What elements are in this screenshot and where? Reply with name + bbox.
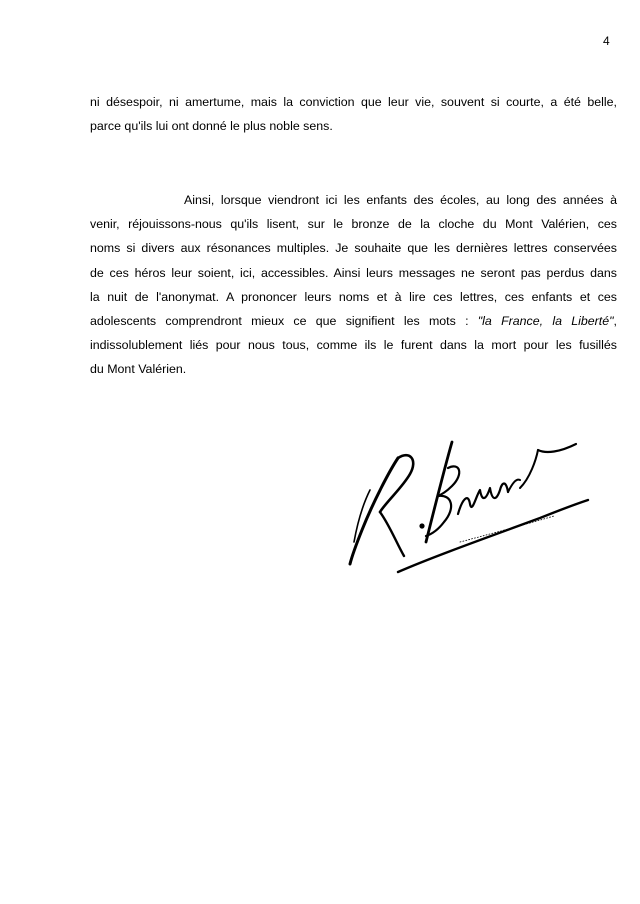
line-text: adolescents comprendront mieux ce que signifient les mots : <box>90 314 469 329</box>
paragraph-line: Ainsi, lorsque viendront ici les enfants des écoles, au long des années à <box>184 193 617 207</box>
paragraph-line: du Mont Valérien. <box>90 362 187 377</box>
paragraph-line: venir, réjouissons-nous qu'ils lisent, sur le bronze de la cloche du Mont Valérien, ces <box>90 217 617 232</box>
paragraph-1 <box>90 90 617 138</box>
quoted-phrase: "la France, la Liberté" <box>477 314 614 329</box>
paragraph-line: ni désespoir, ni amertume, mais la conviction que leur vie, souvent si courte, a été belle, <box>90 95 617 109</box>
signature <box>340 430 600 580</box>
paragraph-line: la nuit de l'anonymat. A prononcer leurs noms et à lire ces lettres, ces enfants et ces <box>90 289 617 304</box>
paragraph-2 <box>90 188 617 382</box>
paragraph-line: parce qu'ils lui ont donné le plus noble sens. <box>90 119 333 134</box>
paragraph-line: de ces héros leur soient, ici, accessibles. Ainsi leurs messages ne seront pas perdus dans <box>90 265 617 280</box>
line-punctuation: , <box>613 314 617 329</box>
paragraph-line: indissolublement liés pour nous tous, comme ils le furent dans la mort pour les fusillés <box>90 338 617 353</box>
page-number: 4 <box>603 34 610 48</box>
paragraph-line <box>90 309 617 333</box>
paragraph-line: noms si divers aux résonances multiples. Je souhaite que les dernières lettres conservées <box>90 241 617 256</box>
